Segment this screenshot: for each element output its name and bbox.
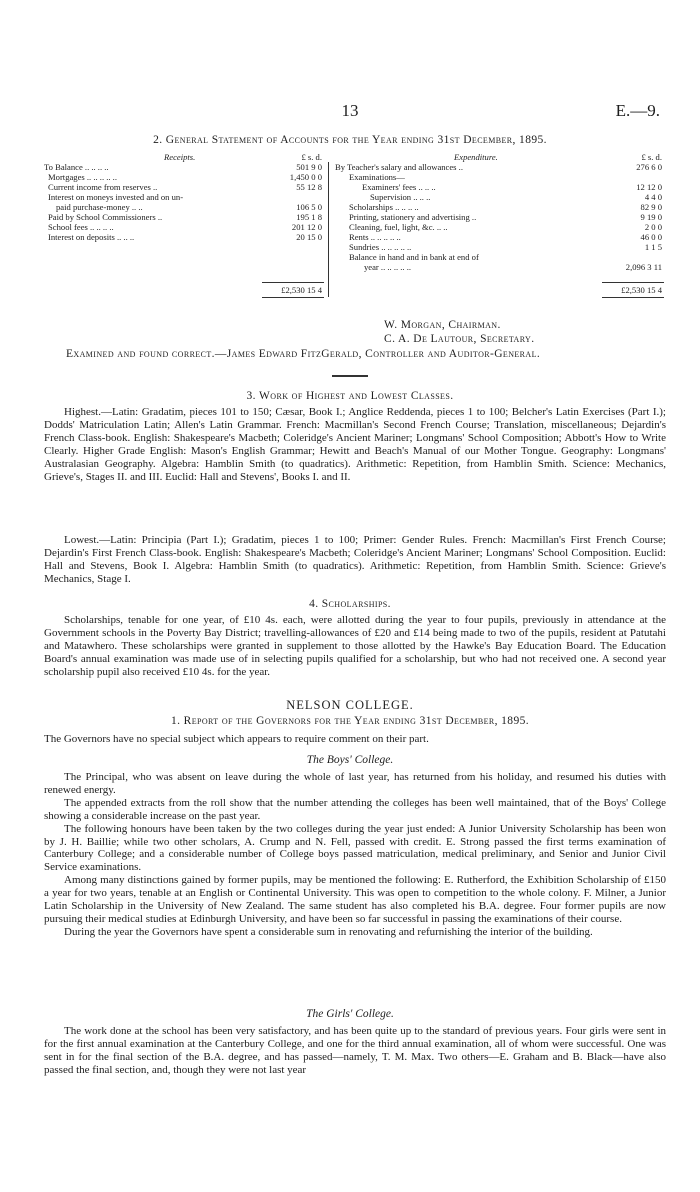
expenditure-total-rule [602, 282, 664, 283]
receipt-label: paid purchase-money .. .. [56, 202, 143, 212]
secretary-signature: C. A. De Lautour, Secretary. [384, 333, 535, 345]
classes-title: 3. Work of Highest and Lowest Classes. [246, 390, 454, 402]
girls-college-section [44, 1025, 666, 1077]
expenditure-amount: 276 6 0 [636, 162, 662, 172]
lowest-class-text: Lowest.—Latin: Principia (Part I.); Gradatim, pieces 1 to 100; Primer: Gender Rules. French: Macmillan's First French Course; Dejardin's First French Class-book. English: Shakespeare's Macbeth; Coleridge's Ancient Mariner; Longmans' School Composition. Euclid: Hall and Stevens, Book I. Algebra: Hamblin Smith (to quadratics). Arithmetic: Repetition, from Hamblin Smith. Science: Grieve's Mechanics, Stage I. [44, 534, 666, 585]
expenditure-label: Examinations— [349, 172, 405, 182]
expenditure-label: year .. .. .. .. .. [364, 262, 412, 272]
expenditure-heading: Expenditure. [454, 152, 498, 162]
governors-report-title: 1. Report of the Governors for the Year ending 31st December, 1895. [170, 715, 530, 727]
expenditure-amount: 2 0 0 [644, 222, 662, 232]
expenditure-label: Balance in hand and in bank at end of [349, 252, 479, 262]
expenditure-amount: 2,096 3 11 [625, 262, 662, 272]
highest-class-paragraph [44, 406, 666, 483]
expenditure-label: Cleaning, fuel, light, &c. .. .. [349, 222, 448, 232]
receipt-label: Paid by School Commissioners .. [48, 212, 163, 222]
expenditure-label: By Teacher's salary and allowances .. [335, 162, 463, 172]
expenditure-amount: 12 12 0 [636, 182, 662, 192]
receipts-currency-header: £ s. d. [301, 152, 322, 162]
expenditure-label: Supervision .. .. .. [370, 192, 431, 202]
document-reference: E.—9. [615, 101, 660, 120]
receipt-label: School fees .. .. .. .. [48, 222, 114, 232]
receipts-total: £2,530 15 4 [281, 285, 322, 295]
signatures [384, 318, 534, 346]
expenditure-label: Printing, stationery and advertising .. [349, 212, 477, 222]
boys-college-heading: The Boys' College. [306, 754, 394, 766]
expenditure-amount: 46 0 0 [640, 232, 662, 242]
boys-paragraph: The following honours have been taken by the two colleges during the year just ended: A Junior University Scholarship has been won by J. H. Baillie; while two other scholars, A. Crump and N. Fell, passed with credit. E. Strong passed the first terms examination of Canterbury College; and a considerable number of College boys passed matriculation, medical preliminary, and Senior and Junior Civil Service examinations. [44, 822, 666, 874]
receipt-label: Mortgages .. .. .. .. .. [48, 172, 117, 182]
receipts-heading: Receipts. [164, 152, 196, 162]
scholarships-title: 4. Scholarships. [309, 598, 391, 610]
governors-intro-paragraph [44, 733, 666, 746]
receipt-label: Interest on moneys invested and on un- [48, 192, 184, 202]
boys-college-section [44, 771, 666, 939]
receipt-amount: 106 5 0 [296, 202, 322, 212]
expenditure-total: £2,530 15 4 [621, 285, 662, 295]
boys-paragraph: During the year the Governors have spent a considerable sum in renovating and refurnishing the interior of the building. [64, 925, 593, 938]
expenditure-label: Rents .. .. .. .. .. [349, 232, 401, 242]
boys-paragraph: Among many distinctions gained by former pupils, may be mentioned the following: E. Rutherford, the Exhibition Scholarship of £150 a year for two years, tenable at an English or Continental University. This was open to competition to the whole colony. F. Milner, a Junior Latin Scholarship in the University of New Zealand. The same student has also completed his B.A. degree. Four former pupils are now pursuing their medical studies at Edinburgh University, and have been so far successful in passing the examinations of their course. [44, 874, 666, 925]
scholarships-paragraph [44, 614, 666, 679]
highest-class-text: Highest.—Latin: Gradatim, pieces 101 to 150; Cæsar, Book I.; Anglice Reddenda, pieces 1 to 100; Belcher's Latin Exercises (Part I.); Dodds' Matriculation Latin; Allen's Latin Grammar. French: Macmillan's Second French Course; Translation, miscellaneous; Dejardin's French Class-book. English: Shakespeare's Macbeth; Coleridge's Ancient Mariner; Longmans' School Composition; Abbott's How to Write Clearly. Higher Grade English: Mason's English Grammar; Hewitt and Beach's Manual of our Mother Tongue. Geography: Longmans' Australasian Geography. Algebra: Hamblin Smith (to quadratics). Arithmetic: Repetition, from Hamblin Smith. Science: Mechanics, Grieve's, Stages II. and III. Euclid: Hall and Stevens', Books I. and II. [44, 406, 666, 483]
receipt-label: To Balance .. .. .. .. [44, 162, 109, 172]
receipt-amount: 20 15 0 [296, 232, 322, 242]
receipt-amount: 501 9 0 [296, 162, 322, 172]
girls-college-heading: The Girls' College. [306, 1008, 394, 1020]
girls-paragraph: The work done at the school has been very satisfactory, and has been quite up to the standard of previous years. Four girls were sent in for the first annual examination at the Canterbury College, and one for the third annual examination, all of whom were successful. One was sent in for the final section of the B.A. degree, and has passed—namely, T. M. Max. Two others—E. Graham and B. Black—have also passed the final section, and, though they were not last year [44, 1025, 666, 1076]
expenditure-total-underline [602, 297, 664, 298]
receipt-amount: 1,450 0 0 [289, 172, 322, 182]
chairman-signature: W. Morgan, Chairman. [384, 319, 501, 331]
accounts-title: 2. General Statement of Accounts for the Year ending 31st December, 1895. [153, 134, 547, 146]
receipt-label: Interest on deposits .. .. .. [48, 232, 135, 242]
nelson-college-heading: NELSON COLLEGE. [286, 698, 414, 712]
auditor-certification: Examined and found correct.—James Edward FitzGerald, Controller and Auditor-General. [66, 348, 541, 360]
receipts-total-underline [262, 297, 324, 298]
expenditure-label: Scholarships .. .. .. .. [349, 202, 419, 212]
receipt-amount: 201 12 0 [291, 222, 322, 232]
expenditure-label: Examiners' fees .. .. .. [362, 182, 436, 192]
receipt-amount: 195 1 8 [296, 212, 322, 222]
accounts-divider [328, 162, 329, 297]
expenditure-amount: 4 4 0 [644, 192, 662, 202]
receipts-total-rule [262, 282, 324, 283]
section-rule [332, 375, 368, 377]
expenditure-currency-header: £ s. d. [641, 152, 662, 162]
expenditure-label: Sundries .. .. .. .. .. [349, 242, 412, 252]
expenditure-amount: 1 1 5 [644, 242, 662, 252]
lowest-class-paragraph [44, 534, 666, 586]
boys-paragraph: The appended extracts from the roll show that the number attending the colleges has been well maintained, that of the Boys' College showing a considerable increase on the past year. [44, 796, 666, 822]
expenditure-amount: 9 19 0 [640, 212, 662, 222]
boys-paragraph: The Principal, who was absent on leave during the whole of last year, has returned from his holiday, and resumed his duties with renewed energy. [44, 771, 666, 796]
expenditure-amount: 82 9 0 [640, 202, 662, 212]
accounts-table [44, 152, 664, 300]
receipt-label: Current income from reserves .. [48, 182, 158, 192]
scholarships-text: Scholarships, tenable for one year, of £10 4s. each, were allotted during the year to four pupils, previously in attendance at the Government schools in the Poverty Bay District; travelling-allowances of £20 and £14 being made to two of the pupils, resident at Patutahi and Matawhero. These scholarships were granted in supplement to those allotted by the Hawke's Bay Education Board. The Education Board's annual examination was made use of in selecting pupils qualified for a scholarship, but who had not received one. A second year scholarship pupil also received £10 4s. for the year. [44, 614, 666, 678]
governors-intro-text: The Governors have no special subject which appears to require comment on their part. [44, 733, 429, 745]
page-number: 13 [341, 101, 359, 120]
receipt-amount: 55 12 8 [296, 182, 322, 192]
